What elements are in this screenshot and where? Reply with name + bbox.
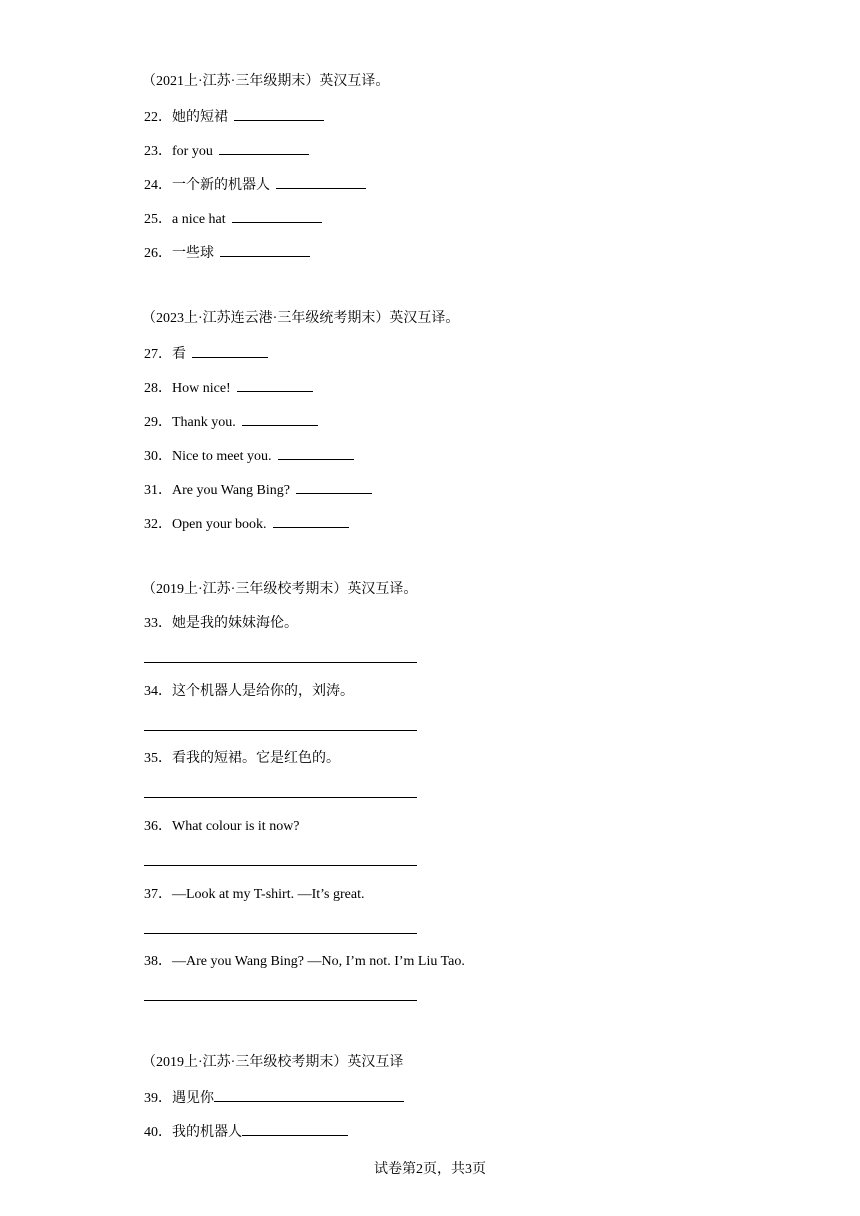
section-heading: （2019上·江苏·三年级校考期末）英汉互译。 [142, 582, 418, 597]
question-text: Are you Wang Bing? [172, 483, 290, 498]
question-number: 22． [144, 110, 172, 125]
question-32 [144, 514, 349, 534]
question-36 [144, 818, 300, 836]
question-text: 她的短裙 [172, 110, 228, 125]
answer-line[interactable] [144, 662, 417, 663]
answer-blank[interactable] [273, 514, 349, 528]
question-text: 看我的短裙。它是红色的。 [172, 751, 340, 766]
question-text: —Are you Wang Bing? —No, I’m not. I’m Liu Tao. [172, 954, 465, 969]
answer-line[interactable] [144, 865, 417, 866]
question-40 [144, 1122, 348, 1142]
section-heading: （2019上·江苏·三年级校考期末）英汉互译 [142, 1055, 404, 1070]
question-29 [144, 412, 318, 432]
question-number: 24． [144, 178, 172, 193]
page-footer: 试卷第2页，共3页 [374, 1162, 486, 1177]
question-text: 这个机器人是给你的，刘涛。 [172, 684, 354, 699]
question-number: 38． [144, 954, 172, 969]
question-text: —Look at my T-shirt. —It’s great. [172, 887, 365, 902]
answer-line[interactable] [144, 730, 417, 731]
question-33 [144, 615, 298, 633]
question-24 [144, 175, 366, 195]
question-text: 遇见你 [172, 1091, 214, 1106]
question-number: 26． [144, 246, 172, 261]
answer-blank[interactable] [242, 412, 318, 426]
question-number: 35． [144, 751, 172, 766]
question-text: Open your book. [172, 517, 267, 532]
question-text: What colour is it now? [172, 819, 300, 834]
question-number: 25． [144, 212, 172, 227]
answer-blank[interactable] [219, 141, 309, 155]
question-number: 31． [144, 483, 172, 498]
answer-blank[interactable] [237, 378, 313, 392]
question-number: 40． [144, 1125, 172, 1140]
question-38 [144, 953, 465, 971]
answer-blank[interactable] [232, 209, 322, 223]
question-number: 32． [144, 517, 172, 532]
question-number: 39． [144, 1091, 172, 1106]
question-number: 27． [144, 347, 172, 362]
question-number: 23． [144, 144, 172, 159]
question-30 [144, 446, 354, 466]
question-text: 一些球 [172, 246, 214, 261]
question-text: 她是我的妹妹海伦。 [172, 616, 298, 631]
question-28 [144, 378, 313, 398]
question-23 [144, 141, 309, 161]
question-37 [144, 886, 364, 904]
question-39 [144, 1088, 404, 1108]
answer-blank[interactable] [234, 107, 324, 121]
answer-blank[interactable] [276, 175, 366, 189]
question-text: a nice hat [172, 212, 226, 227]
question-number: 30． [144, 449, 172, 464]
question-22 [144, 107, 324, 127]
question-text: Thank you. [172, 415, 236, 430]
answer-blank[interactable] [214, 1088, 404, 1102]
answer-blank[interactable] [242, 1122, 348, 1136]
answer-blank[interactable] [220, 243, 310, 257]
question-text: for you [172, 144, 213, 159]
answer-line[interactable] [144, 933, 417, 934]
question-number: 37． [144, 887, 172, 902]
answer-blank[interactable] [296, 480, 372, 494]
answer-line[interactable] [144, 797, 417, 798]
question-text: 我的机器人 [172, 1125, 242, 1140]
question-number: 29． [144, 415, 172, 430]
question-25 [144, 209, 322, 229]
answer-blank[interactable] [278, 446, 354, 460]
question-number: 28． [144, 381, 172, 396]
question-number: 34． [144, 684, 172, 699]
section-heading: （2023上·江苏连云港·三年级统考期末）英汉互译。 [142, 311, 460, 326]
answer-blank[interactable] [192, 344, 268, 358]
question-27 [144, 344, 268, 364]
question-number: 36． [144, 819, 172, 834]
answer-line[interactable] [144, 1000, 417, 1001]
question-text: How nice! [172, 381, 231, 396]
question-31 [144, 480, 372, 500]
question-text: 一个新的机器人 [172, 178, 270, 193]
section-heading: （2021上·江苏·三年级期末）英汉互译。 [142, 74, 390, 89]
question-text: Nice to meet you. [172, 449, 272, 464]
question-26 [144, 243, 310, 263]
question-text: 看 [172, 347, 186, 362]
question-35 [144, 750, 340, 768]
question-number: 33． [144, 616, 172, 631]
question-34 [144, 683, 354, 701]
